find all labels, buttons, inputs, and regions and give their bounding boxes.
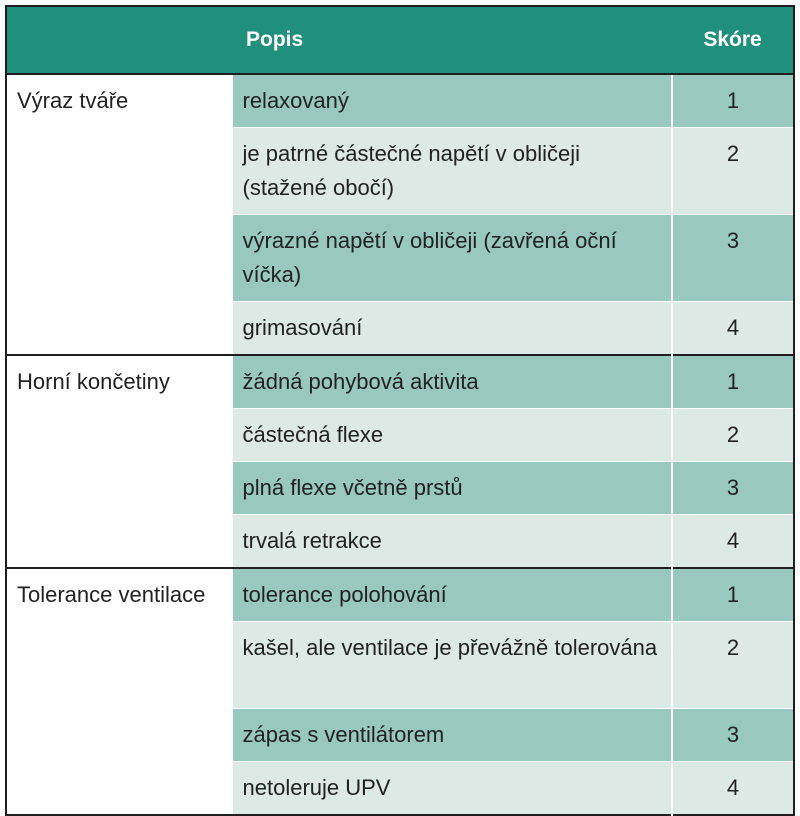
score-cell: 1 [672,74,794,128]
category-cell: Výraz tváře [6,74,232,355]
description-cell: plná flexe včetně prstů [232,462,672,515]
category-cell: Tolerance ventilace [6,568,232,815]
table-row [6,568,794,622]
description-cell: částečná flexe [232,409,672,462]
table-row [6,355,794,409]
description-cell: kašel, ale ventilace je převážně tolerována [232,622,672,709]
score-cell: 4 [672,515,794,569]
score-cell: 2 [672,409,794,462]
description-cell: netoleruje UPV [232,762,672,816]
score-cell: 1 [672,355,794,409]
header-description: Popis [232,6,672,74]
table-header-row [6,6,794,74]
description-cell: zápas s ventilátorem [232,709,672,762]
score-cell: 3 [672,709,794,762]
score-cell: 4 [672,762,794,816]
pain-score-table [5,5,795,816]
description-cell: grimasování [232,302,672,356]
header-score: Skóre [672,6,794,74]
description-cell: relaxovaný [232,74,672,128]
score-cell: 4 [672,302,794,356]
score-cell: 3 [672,215,794,302]
score-cell: 3 [672,462,794,515]
pain-score-table-container [5,5,793,816]
score-cell: 2 [672,128,794,215]
description-cell: trvalá retrakce [232,515,672,569]
table-row [6,74,794,128]
header-category [6,6,232,74]
description-cell: je patrné částečné napětí v obličeji (stažené obočí) [232,128,672,215]
score-cell: 1 [672,568,794,622]
description-cell: žádná pohybová aktivita [232,355,672,409]
category-cell: Horní končetiny [6,355,232,568]
description-cell: tolerance polohování [232,568,672,622]
description-cell: výrazné napětí v obličeji (zavřená oční víčka) [232,215,672,302]
score-cell: 2 [672,622,794,709]
